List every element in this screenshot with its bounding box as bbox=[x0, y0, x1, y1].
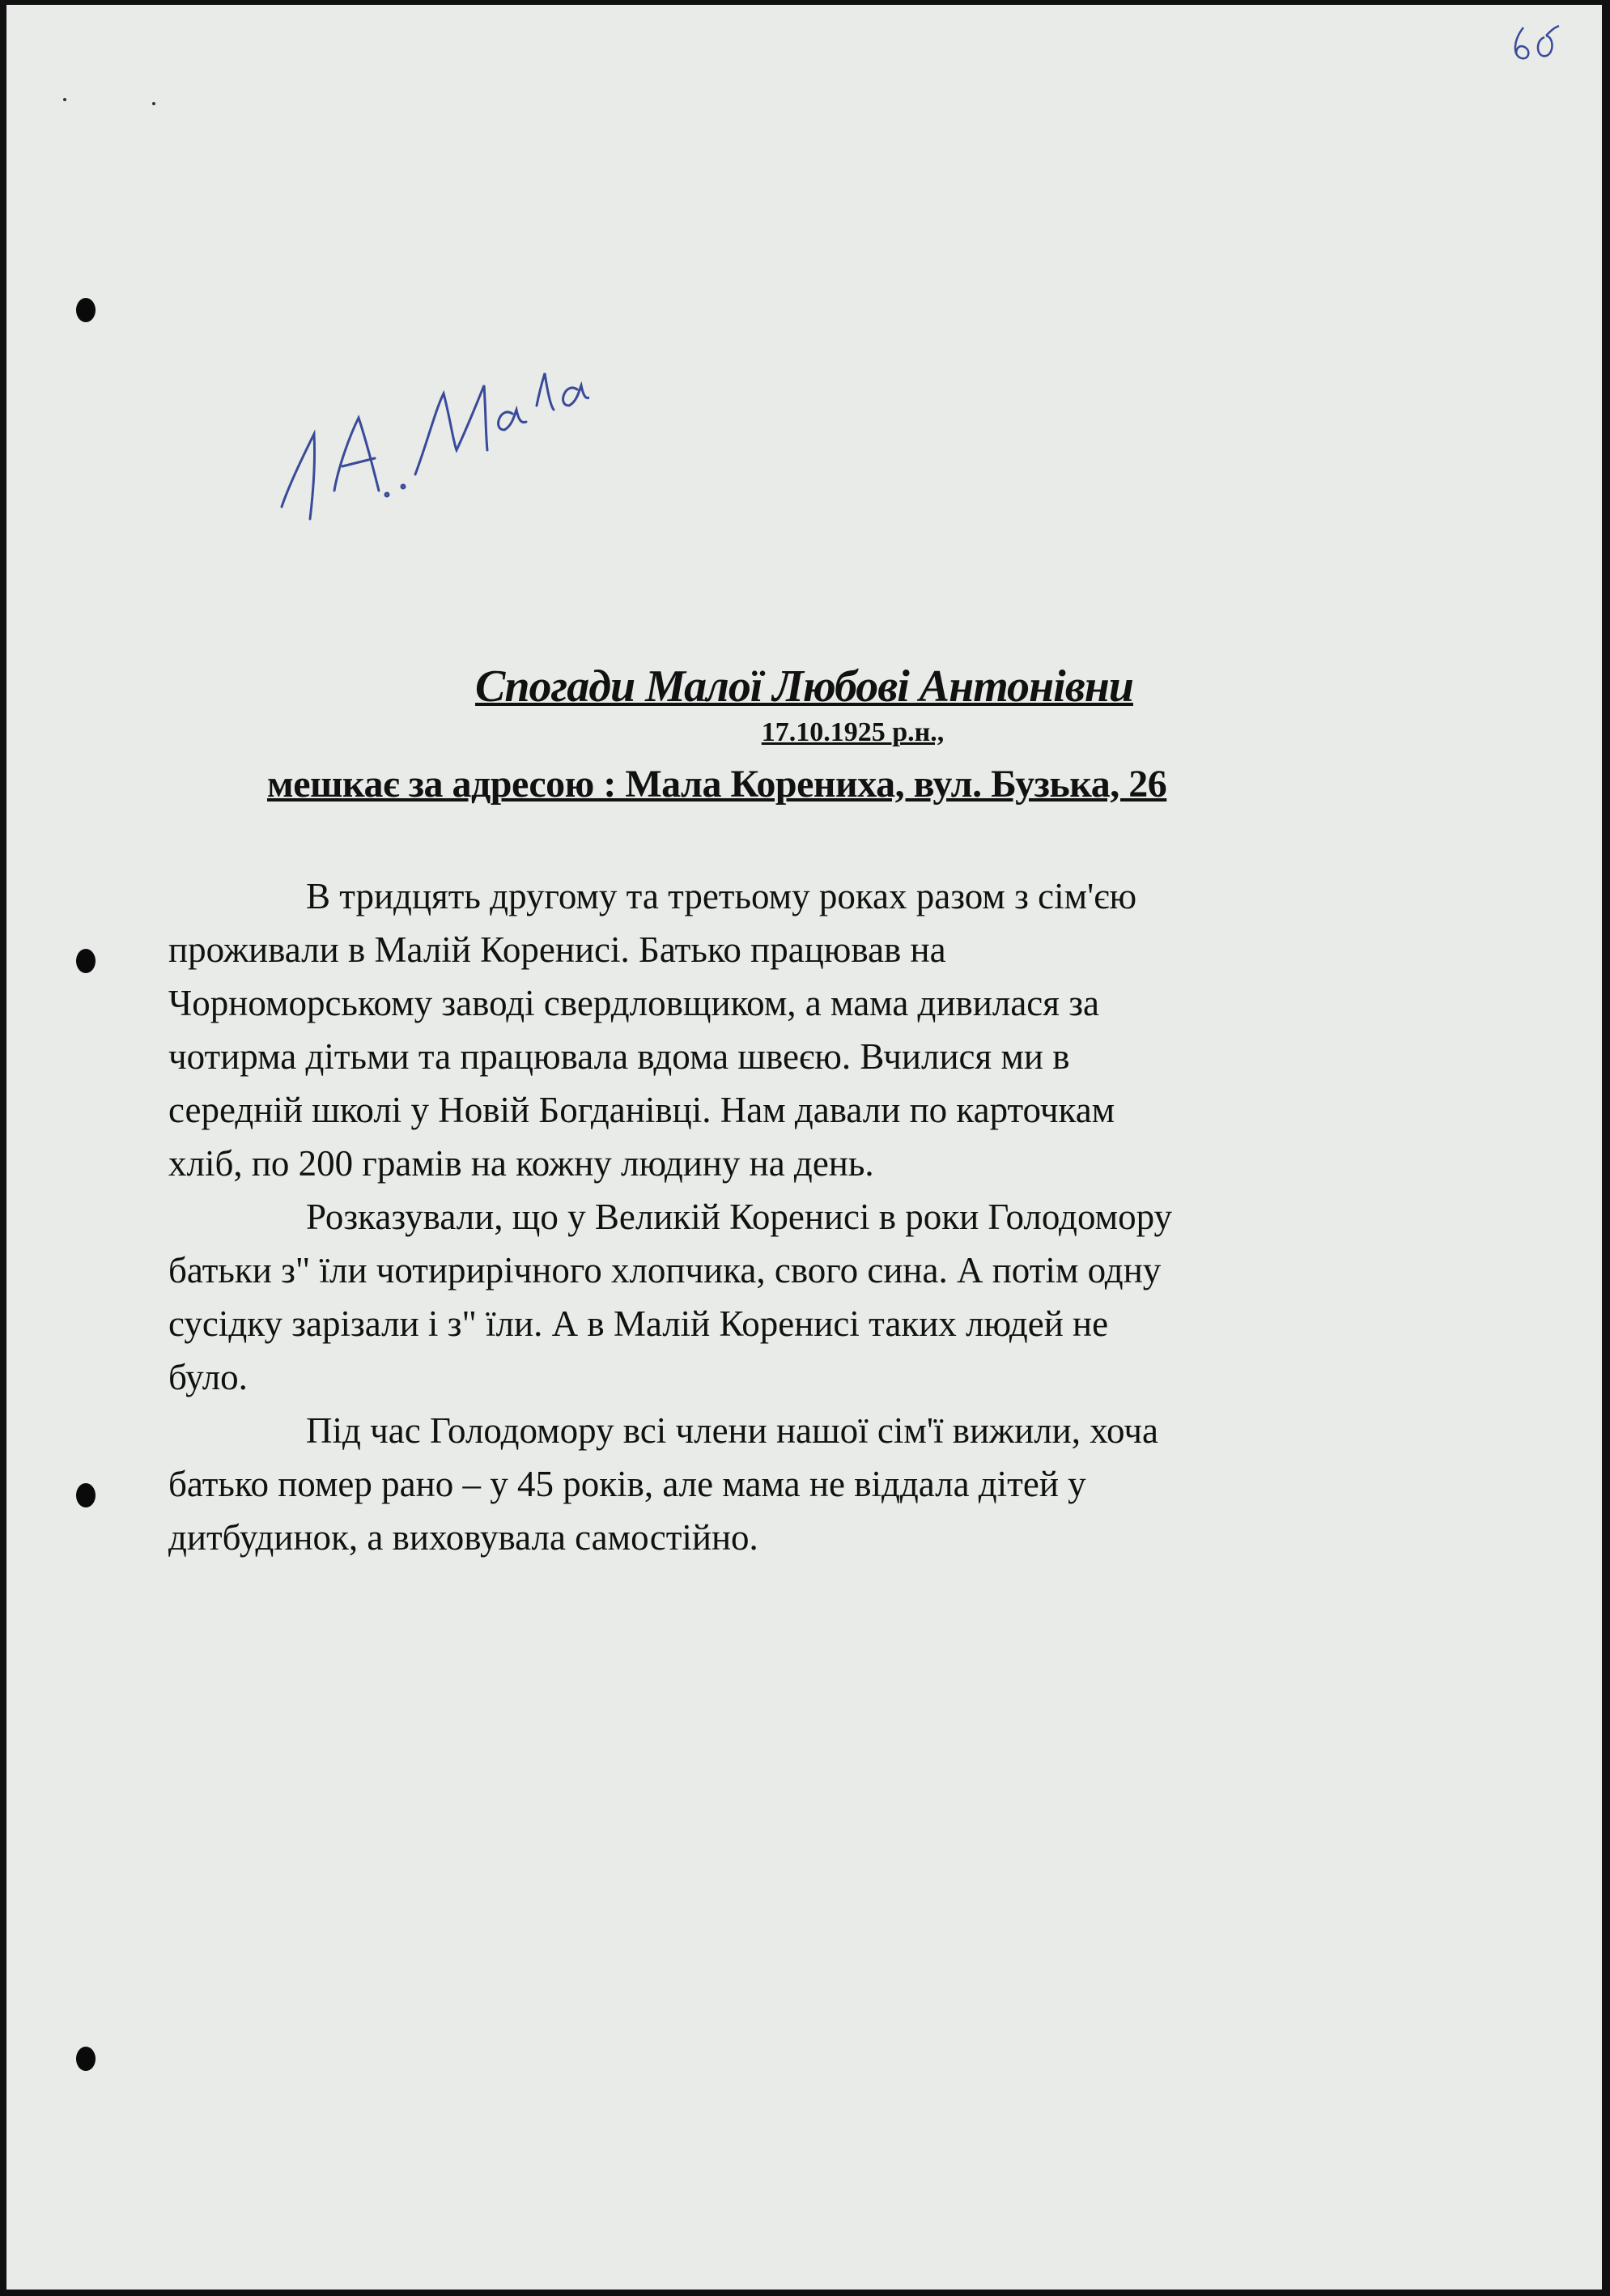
text-line: сусідку зарізали і з" їли. А в Малій Коренисі таких людей не bbox=[168, 1303, 1109, 1344]
text-line: Під час Голодомору всі члени нашої сім'ї вижили, хоча bbox=[306, 1410, 1158, 1451]
birth-date: 17.10.1925 р.н., bbox=[761, 717, 945, 747]
text-line: середній школі у Новій Богданівці. Нам давали по карточкам bbox=[168, 1090, 1115, 1130]
text-line: проживали в Малій Коренисі. Батько працював на bbox=[168, 929, 946, 970]
text-line: Розказували, що у Великій Коренисі в роки Голодомору bbox=[306, 1197, 1172, 1237]
punch-hole bbox=[76, 298, 96, 322]
text-line: батько помер рано – у 45 років, але мама не віддала дітей у bbox=[168, 1464, 1086, 1504]
speck bbox=[152, 102, 155, 105]
text-line: Чорноморському заводі свердловщиком, а мама дивилася за bbox=[168, 983, 1099, 1023]
document-page bbox=[6, 5, 1602, 2290]
page-number-handwritten bbox=[1506, 19, 1570, 68]
punch-hole bbox=[76, 1483, 96, 1507]
address: мешкає за адресою : Мала Корениха, вул. Бузька, 26 bbox=[267, 763, 1167, 806]
punch-hole bbox=[76, 949, 96, 973]
text-line: В тридцять другому та третьому роках разом з сім'єю bbox=[306, 876, 1137, 916]
text-line: чотирма дітьми та працювала вдома швеєю. Вчилися ми в bbox=[168, 1036, 1070, 1077]
memoir-text bbox=[168, 870, 1496, 1564]
text-line: дитбудинок, а виховувала самостійно. bbox=[168, 1517, 758, 1558]
speck bbox=[63, 98, 66, 101]
punch-hole bbox=[76, 2047, 96, 2071]
text-line: хліб, по 200 грамів на кожну людину на день. bbox=[168, 1143, 874, 1184]
text-line: батьки з" їли чотирирічного хлопчика, свого сина. А потім одну bbox=[168, 1250, 1162, 1290]
text-line: було. bbox=[168, 1357, 248, 1397]
signature-handwritten bbox=[266, 329, 589, 539]
document-title: Спогади Малої Любові Антонівни bbox=[475, 661, 1133, 712]
